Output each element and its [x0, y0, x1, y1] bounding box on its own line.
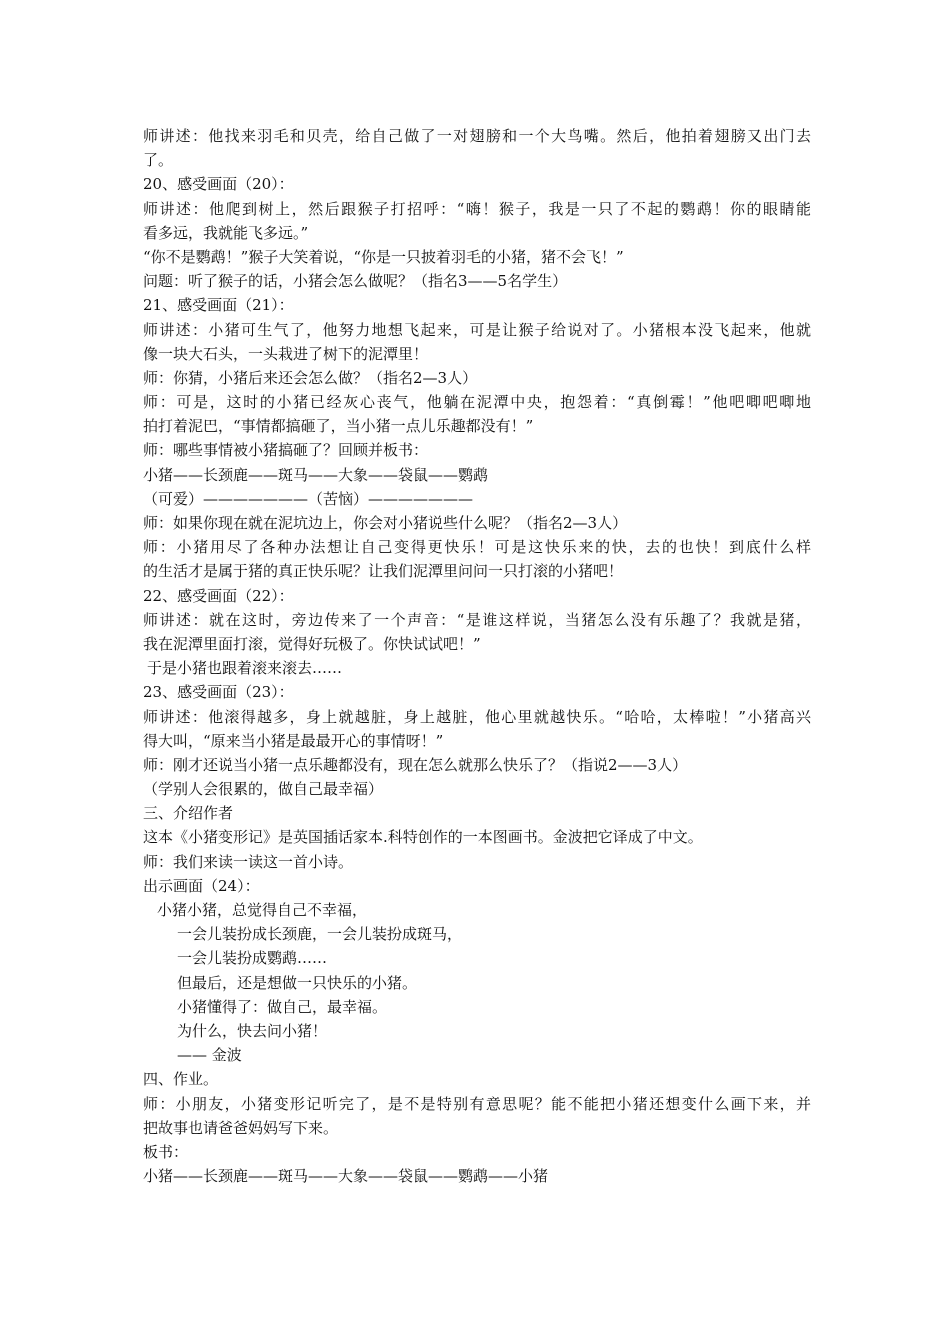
section-heading: 22、感受画面（22）：	[143, 586, 294, 605]
paragraph-line: 师讲述：他爬到树上，然后跟猴子打招呼：“嗨！猴子，我是一只了不起的鹦鹉！你的眼睛能	[143, 199, 811, 218]
paragraph-line: 师讲述：就在这时，旁边传来了一个声音：“是谁这样说，当猪怎么没有乐趣了？我就是猪，	[143, 610, 811, 629]
paragraph-line: 板书：	[143, 1142, 189, 1161]
paragraph-line: 师：小猪用尽了各种办法想让自己变得更快乐！可是这快乐来的快，去的也快！到底什么样	[143, 538, 811, 557]
paragraph-line: 了。	[143, 151, 174, 170]
paragraph-line: 师：你猜，小猪后来还会怎么做？（指名2—3人）	[143, 368, 478, 387]
paragraph-line: 看多远，我就能飞多远。”	[143, 223, 309, 242]
board-writing-line: 小猪——长颈鹿——斑马——大象——袋鼠——鹦鹉——小猪	[143, 1167, 549, 1186]
section-heading: 23、感受画面（23）：	[143, 683, 294, 702]
section-heading: 四、作业。	[143, 1070, 219, 1089]
paragraph-line: 我在泥潭里面打滚，觉得好玩极了。你快试试吧！”	[143, 634, 481, 653]
question-line: 问题：听了猴子的话，小猪会怎么做呢？（指名3——5名学生）	[143, 272, 568, 291]
paragraph-line: 师：小朋友，小猪变形记听完了，是不是特别有意思呢？能不能把小猪还想变什么画下来，并	[143, 1094, 811, 1113]
paragraph-line: 师：如果你现在就在泥坑边上，你会对小猪说些什么呢？（指名2—3人）	[143, 514, 628, 532]
paragraph-line: 像一块大石头，一头栽进了树下的泥潭里！	[143, 344, 429, 363]
poem-line: 小猪懂得了：做自己，最幸福。	[177, 997, 388, 1016]
document-body	[143, 124, 811, 1188]
paragraph-line: 师：哪些事情被小猪搞砸了？回顾并板书：	[143, 441, 429, 460]
poem-line: 但最后，还是想做一只快乐的小猪。	[177, 973, 418, 992]
poem-line: 为什么，快去问小猪！	[177, 1021, 328, 1040]
paragraph-line: 的生活才是属于猪的真正快乐呢？让我们泥潭里问问一只打滚的小猪吧！	[143, 562, 624, 581]
paragraph-line: 得大叫，“原来当小猪是最最开心的事情呀！”	[143, 731, 444, 750]
paragraph-line: 把故事也请爸爸妈妈写下来。	[143, 1118, 339, 1137]
paragraph-line: 师讲述：小猪可生气了，他努力地想飞起来，可是让猴子给说对了。小猪根本没飞起来，他就	[143, 320, 811, 339]
poem-line: 小猪小猪，总觉得自己不幸福，	[157, 901, 368, 919]
section-heading: 三、介绍作者	[143, 804, 234, 823]
paragraph-line: 拍打着泥巴，“事情都搞砸了，当小猪一点儿乐趣都没有！”	[143, 417, 534, 436]
section-heading: 20、感受画面（20）：	[143, 175, 294, 194]
paragraph-line: 师：可是，这时的小猪已经灰心丧气，他躺在泥潭中央，抱怨着：“真倒霉！”他吧唧吧唧地	[143, 393, 811, 412]
dialogue-line: “你不是鹦鹉！”猴子大笑着说，“你是一只披着羽毛的小猪，猪不会飞！”	[143, 247, 624, 266]
board-writing-line: 小猪——长颈鹿——斑马——大象——袋鼠——鹦鹉	[143, 465, 489, 484]
paragraph-line: （学别人会很累的，做自己最幸福）	[143, 780, 384, 799]
poem-author: —— 金波	[177, 1046, 242, 1065]
section-heading: 21、感受画面（21）：	[143, 296, 294, 315]
board-writing-line: （可爱）———————（苦恼）———————	[143, 489, 474, 508]
paragraph-line: 出示画面（24）：	[143, 876, 260, 895]
poem-line: 一会儿装扮成长颈鹿，一会儿装扮成斑马，	[177, 925, 463, 944]
paragraph-line: 师讲述：他找来羽毛和贝壳，给自己做了一对翅膀和一个大鸟嘴。然后，他拍着翅膀又出门去	[143, 127, 811, 145]
paragraph-line: 于是小猪也跟着滚来滚去……	[147, 659, 343, 678]
paragraph-line: 师：刚才还说当小猪一点乐趣都没有，现在怎么就那么快乐了？（指说2——3人）	[143, 755, 688, 774]
paragraph-line: 师：我们来读一读这一首小诗。	[143, 852, 354, 871]
poem-line: 一会儿装扮成鹦鹉……	[177, 949, 328, 968]
paragraph-line: 这本《小猪变形记》是英国插话家本.科特创作的一本图画书。金波把它译成了中文。	[143, 828, 703, 847]
paragraph-line: 师讲述：他滚得越多，身上就越脏，身上越脏，他心里就越快乐。“哈哈，太棒啦！”小猪高兴	[143, 707, 811, 726]
